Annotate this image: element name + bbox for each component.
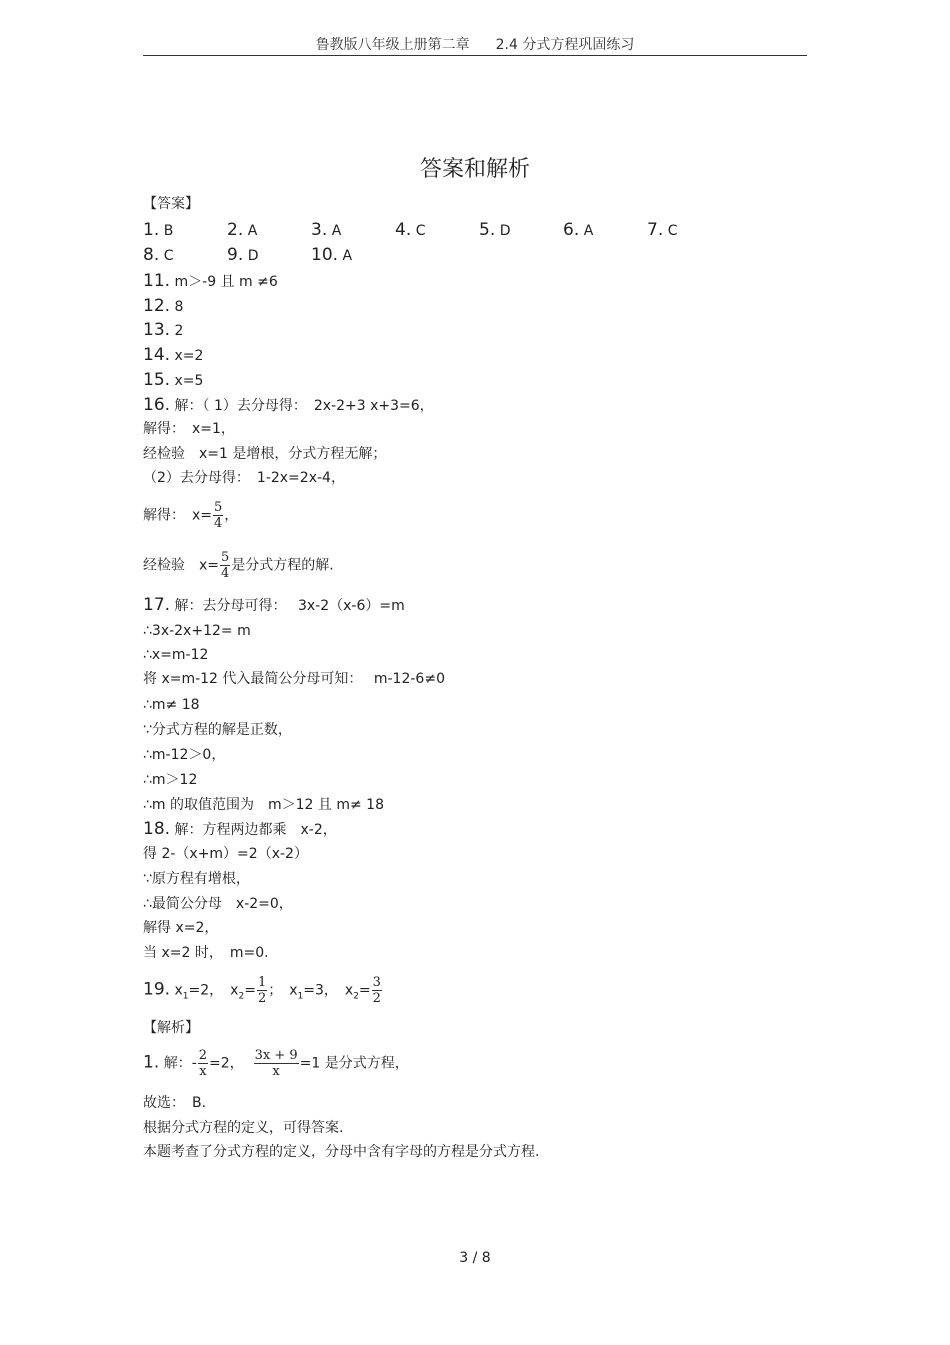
fraction: $\frac{1}{2}$ bbox=[257, 975, 267, 1006]
header-book: 鲁教版八年级上册第二章 bbox=[315, 37, 470, 53]
fill-answer-14: 14. x=2 bbox=[143, 345, 204, 365]
answer-heading: 【答案】 bbox=[143, 196, 199, 212]
fraction: $\frac{2}{x}$ bbox=[198, 1048, 208, 1079]
mc-answer: 3. A bbox=[311, 220, 342, 240]
fill-answer-15: 15. x=5 bbox=[143, 370, 204, 390]
q17-line-6: ∵分式方程的解是正数， bbox=[143, 722, 292, 738]
q17-line-7: ∴m-12＞0， bbox=[143, 747, 226, 763]
q17-line-2: ∴3x-2x+12= m bbox=[143, 623, 251, 639]
mc-answer: 1. B bbox=[143, 220, 174, 240]
page-header bbox=[143, 34, 807, 54]
header-rule bbox=[143, 55, 807, 56]
q18-line-2: 得 2-（x+m）=2（x-2） bbox=[143, 846, 308, 862]
fraction: $\frac{5}{4}$ bbox=[214, 500, 223, 531]
analysis-1-line-2: 故选： B. bbox=[143, 1095, 207, 1111]
mc-answer: 7. C bbox=[647, 220, 678, 240]
q17-line-8: ∴m＞12 bbox=[143, 772, 198, 788]
q17-line-5: ∴m≠ 18 bbox=[143, 697, 200, 713]
header-section: 2.4 分式方程巩固练习 bbox=[495, 37, 635, 53]
q16-line-2: 解得： x=1， bbox=[143, 421, 235, 437]
q16-line-6: 经检验 x= $\frac{5}{4}$ 是分式方程的解. bbox=[143, 550, 334, 581]
q16-line-1: 16. 解：（ 1）去分母得： 2x-2+3 x+3=6， bbox=[143, 395, 434, 415]
q18-line-6: 当 x=2 时， m=0. bbox=[143, 945, 269, 961]
analysis-heading: 【解析】 bbox=[143, 1020, 199, 1036]
fill-answer-11: 11. m＞-9 且 m ≠6 bbox=[143, 271, 278, 291]
mc-answer: 4. C bbox=[395, 220, 426, 240]
q18-line-4: ∴最简公分母 x-2=0， bbox=[143, 896, 293, 912]
q18-line-5: 解得 x=2， bbox=[143, 920, 219, 936]
q19-line: 19. $x_1=2$， $x_2=$ $\frac{1}{2}$ ； $x_1=3$， $x_2=$ $\frac{3}{2}$ bbox=[143, 975, 381, 1006]
fraction: $\frac{5}{4}$ bbox=[221, 550, 230, 581]
mc-answer: 10. A bbox=[311, 245, 353, 265]
mc-answer: 8. C bbox=[143, 245, 174, 265]
mc-answer: 6. A bbox=[563, 220, 594, 240]
q18-line-3: ∵原方程有增根， bbox=[143, 871, 250, 887]
q17-line-1: 17. 解：去分母可得： 3x-2（x-6）=m bbox=[143, 595, 405, 615]
fraction: $\frac{3}{2}$ bbox=[372, 975, 381, 1006]
q16-line-4: （2）去分母得： 1-2x=2x-4， bbox=[143, 470, 345, 486]
q17-line-3: ∴x=m-12 bbox=[143, 647, 209, 663]
analysis-1-line-4: 本题考查了分式方程的定义，分母中含有字母的方程是分式方程. bbox=[143, 1144, 540, 1160]
page-title: 答案和解析 bbox=[419, 157, 530, 182]
q17-line-4: 将 x=m-12 代入最简公分母可知： m-12-6≠0 bbox=[143, 671, 445, 687]
mc-answer: 5. D bbox=[479, 220, 511, 240]
fraction: $\frac{3x + 9}{x}$ bbox=[254, 1048, 298, 1079]
page-number: 3 / 8 bbox=[459, 1250, 491, 1266]
fill-answer-12: 12. 8 bbox=[143, 296, 184, 316]
q17-line-9: ∴m 的取值范围为 m＞12 且 m≠ 18 bbox=[143, 797, 384, 813]
q16-line-3: 经检验 x=1 是增根，分式方程无解； bbox=[143, 446, 387, 462]
q16-line-5: 解得： x= $\frac{5}{4}$ ， bbox=[143, 500, 239, 531]
mc-answer: 2. A bbox=[227, 220, 258, 240]
fill-answer-13: 13. 2 bbox=[143, 320, 184, 340]
q18-line-1: 18. 解：方程两边都乘 x-2， bbox=[143, 819, 337, 839]
mc-answers-row-2 bbox=[143, 245, 823, 265]
mc-answers-row-1 bbox=[143, 220, 823, 240]
analysis-1-line-1: 1. 解：- $\frac{2}{x}$ =2， $\frac{3x + 9}{x}$ =1 是分式方程， bbox=[143, 1048, 409, 1079]
analysis-1-line-3: 根据分式方程的定义，可得答案. bbox=[143, 1120, 344, 1136]
mc-answer: 9. D bbox=[227, 245, 259, 265]
